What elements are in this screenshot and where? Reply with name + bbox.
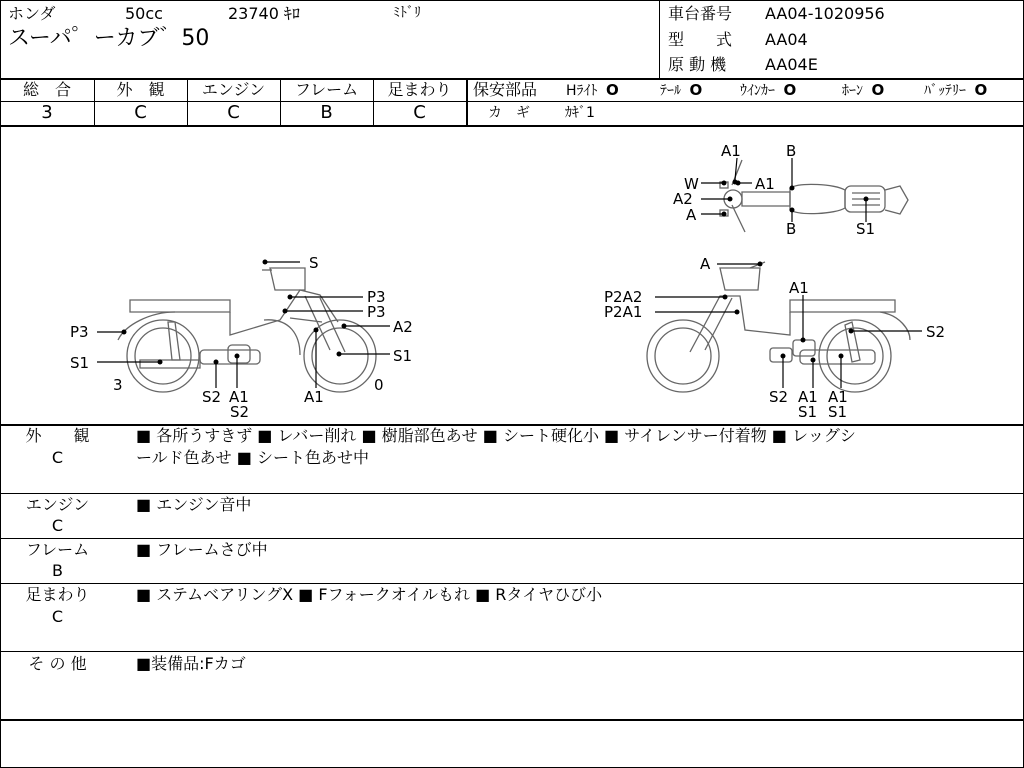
remark-label: フレーム [25,540,90,559]
header-divider [659,0,660,78]
safety-item-winker [740,83,796,98]
remark-label: 足まわり [25,585,90,604]
top-view-bike [720,160,908,232]
diagram-label: W [684,175,699,193]
diagram-label: P2A2 [604,288,643,306]
type-value: AA04 [765,30,808,49]
safety-status: O [783,81,797,99]
remark-text: ■ 各所うすきず ■ レバー削れ ■ 樹脂部色あせ ■ シート硬化小 ■ サイレンサー付着物 ■ レッグシ [136,426,856,445]
engine-label: エンジン [201,80,266,99]
safety-mid-rule [466,101,1024,102]
safety-item-label: ﾎｰﾝ [842,83,863,99]
frame-value: B [320,102,333,123]
remark-text: ■ ステムベアリングX ■ Fフォークオイルもれ ■ Rタイヤひび小 [136,585,603,604]
diagram-label: S2 [202,388,222,406]
diagram-label: A1 [755,175,775,193]
remark-label: 外 観 [25,426,90,445]
diagram-label: B [786,220,797,238]
diagram-label: 3 [113,376,123,394]
remark-grade: C [51,516,64,535]
diagram-label: S [309,254,319,272]
safety-status: O [605,81,619,99]
diagram-label: A2 [673,190,693,208]
safety-item-headlight [566,83,619,98]
diagram-label: A1 [304,388,324,406]
diagram-label: S2 [769,388,789,406]
diagram-label: B [786,142,797,160]
diagram-label: S1 [393,347,413,365]
diagram-label: A1 [789,279,809,297]
exterior-value: C [134,102,147,123]
diagram-label: P2A1 [604,303,643,321]
diagram-label: S2 [926,323,946,341]
remark-rule [0,583,1024,584]
diagram-label: A1 [828,388,848,406]
remark-rule [0,493,1024,494]
remark-grade: C [51,448,64,467]
score-divider [466,79,468,125]
chassis-label: 車台番号 [668,4,733,23]
color: ﾐﾄﾞﾘ [393,5,421,21]
remark-text: ■ エンジン音中 [136,495,252,514]
chassis-value: AA04-1020956 [765,4,885,23]
safety-item-tail [660,83,702,98]
diagram-label: P3 [70,323,89,341]
remark-grade: B [52,561,63,580]
safety-title: 保安部品 [473,80,538,99]
diagram-label: A1 [229,388,249,406]
safety-status: O [871,81,885,99]
key-label: カ ギ [488,105,530,121]
right-view-bike [647,262,910,392]
engine-model-value: AA04E [765,55,818,74]
safety-status: O [974,81,988,99]
exterior-label: 外 観 [116,80,165,99]
remark-text: ■ フレームさび中 [136,540,268,559]
engine-model-label: 原 動 機 [668,55,727,74]
diagram-label: S1 [70,354,90,372]
diagram-label: P3 [367,303,386,321]
safety-item-label: ﾃｰﾙ [660,83,681,99]
key-value: ｶｷﾞ1 [565,105,595,121]
diagram-label: P3 [367,288,386,306]
remark-label: そ の 他 [28,654,87,673]
model-name: スーパ゜ーカブ゛50 [8,26,210,51]
remark-bottom-rule [0,719,1024,721]
remark-label: エンジン [25,495,90,514]
remark-grade: C [51,607,64,626]
overall-label: 総 合 [22,80,71,99]
safety-item-label: Hﾗｲﾄ [566,83,598,99]
remark-rule [0,651,1024,652]
mileage: 23740 ｷﾛ [228,4,300,23]
suspension-value: C [413,102,426,123]
diagram-label: A1 [798,388,818,406]
diagram-label: A1 [721,142,741,160]
diagram-label: S2 [230,403,250,421]
safety-item-label: ｳｲﾝｶｰ [740,83,775,99]
diagram-label: 0 [374,376,384,394]
diagram-label: A2 [393,318,413,336]
frame-label: フレーム [294,80,359,99]
type-label: 型 式 [668,30,733,49]
suspension-label: 足まわり [387,80,452,99]
diagram-label: S1 [798,403,818,421]
safety-item-horn [842,83,884,98]
diagram-label: A [700,255,711,273]
overall-value: 3 [41,102,53,123]
safety-status: O [689,81,703,99]
diagram-label: S1 [828,403,848,421]
diagram-label: S1 [856,220,876,238]
remark-rule [0,538,1024,539]
remark-text: ■装備品:Fカゴ [136,654,246,673]
left-view-bike [118,268,376,392]
maker: ホンダ [8,4,56,23]
displacement: 50cc [125,4,163,23]
safety-item-battery [924,83,987,98]
remark-text: ールド色あせ ■ シート色あせ中 [136,448,369,467]
diagram-label: A [686,206,697,224]
engine-value: C [227,102,240,123]
damage-diagram [0,126,1024,424]
safety-item-label: ﾊﾞｯﾃﾘｰ [924,83,966,99]
